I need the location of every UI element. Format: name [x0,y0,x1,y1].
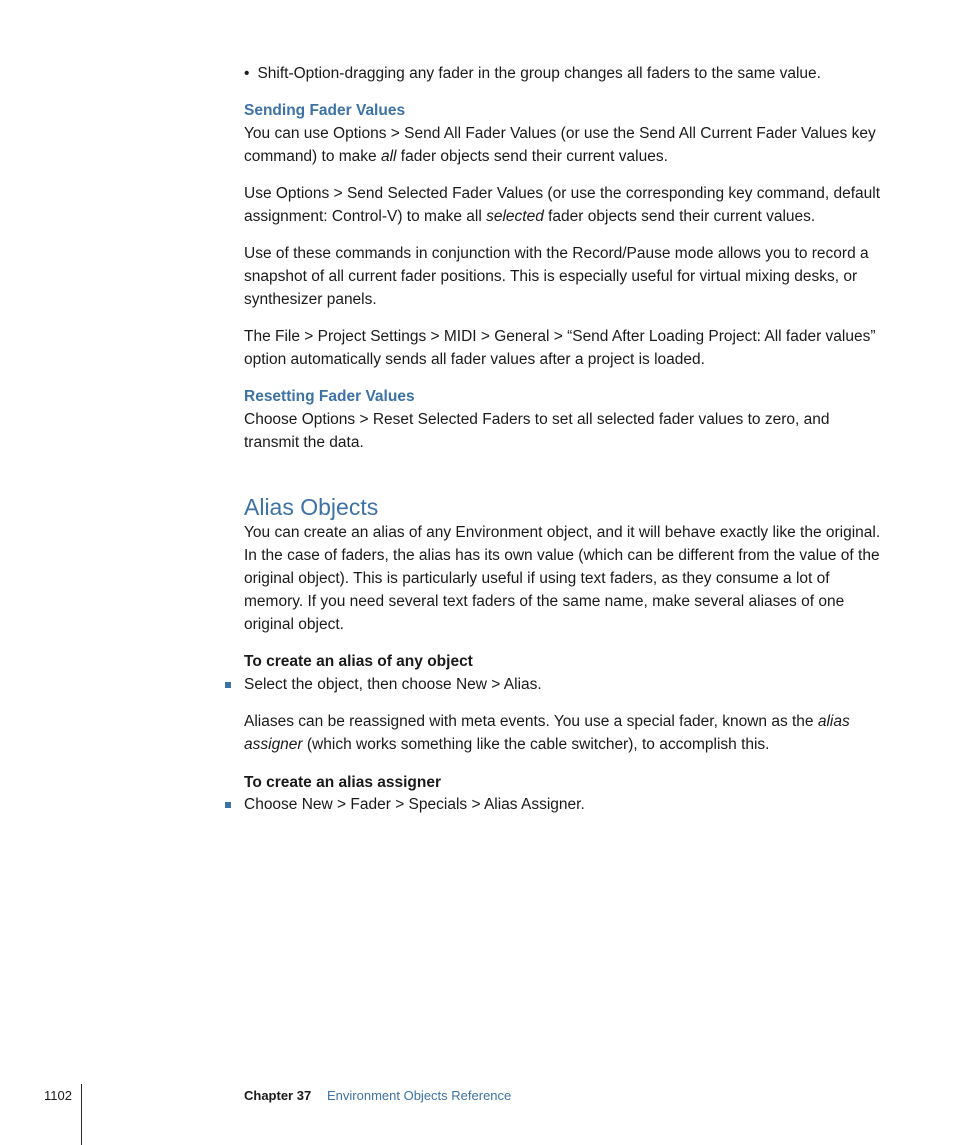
alias-paragraph-2 [244,710,884,756]
resetting-paragraph-1: Choose Options > Reset Selected Faders to set all selected fader values to zero, and transmit the data. [244,411,830,451]
alias-p2-emphasis: alias assigner [244,713,850,753]
square-bullet-icon [225,802,231,808]
task-step-create-alias [244,673,884,696]
bullet-dot-icon: • [244,65,250,82]
alias-paragraph-1: You can create an alias of any Environment object, and it will behave exactly like the original. In the case of faders, the alias has its own value (which can be different from the value of the original object). This is particularly useful if using text faders, as they consume a lot of memory. If you need several text faders of the same name, make several aliases of one original object. [244,524,881,633]
footer-chapter-label: Chapter 37 [244,1088,312,1103]
sending-p2-text-b: fader objects send their current values. [543,208,816,225]
intro-bullet-text: Shift-Option-dragging any fader in the group changes all faders to the same value. [257,65,821,82]
square-bullet-icon [225,682,231,688]
task-step-text: Select the object, then choose New > Alias. [244,676,542,693]
alias-objects-heading: Alias Objects [244,494,379,520]
intro-bullet-item [244,62,821,85]
alias-p2-text-a: Aliases can be reassigned with meta events. You use a special fader, known as the [244,713,818,730]
sending-p2-emphasis: selected [486,208,544,225]
task-heading-create-alias-assigner: To create an alias assigner [244,774,442,791]
sending-p2-text-a: Use Options > Send Selected Fader Values (or use the corresponding key command, default assignment: Control-V) to make all [244,185,880,225]
sending-fader-values-heading: Sending Fader Values [244,102,406,119]
task-step-create-alias-assigner [244,793,884,816]
resetting-fader-values-heading: Resetting Fader Values [244,388,415,405]
sending-p1-emphasis: all [380,148,397,165]
task-step-text: Choose New > Fader > Specials > Alias Assigner. [244,796,585,813]
sending-paragraph-4: The File > Project Settings > MIDI > General > “Send After Loading Project: All fader values” option automatically sends all fader values after a project is loaded. [244,328,876,368]
alias-p2-text-b: (which works something like the cable switcher), to accomplish this. [302,736,770,753]
task-heading-create-alias: To create an alias of any object [244,653,473,670]
sending-p1-text-a: You can use Options > Send All Fader Values (or use the Send All Current Fader Values key command) to make [244,125,876,165]
footer-chapter-title: Environment Objects Reference [327,1088,512,1103]
sending-p1-text-b: fader objects send their current values. [396,148,668,165]
sending-paragraph-3: Use of these commands in conjunction with the Record/Pause mode allows you to record a snapshot of all current fader positions. This is especially useful for virtual mixing desks, or synthesizer panels. [244,245,869,308]
page-number: 1102 [44,1088,72,1103]
footer-divider [81,1084,82,1145]
sending-paragraph-2 [244,182,884,228]
sending-paragraph-1 [244,122,884,168]
